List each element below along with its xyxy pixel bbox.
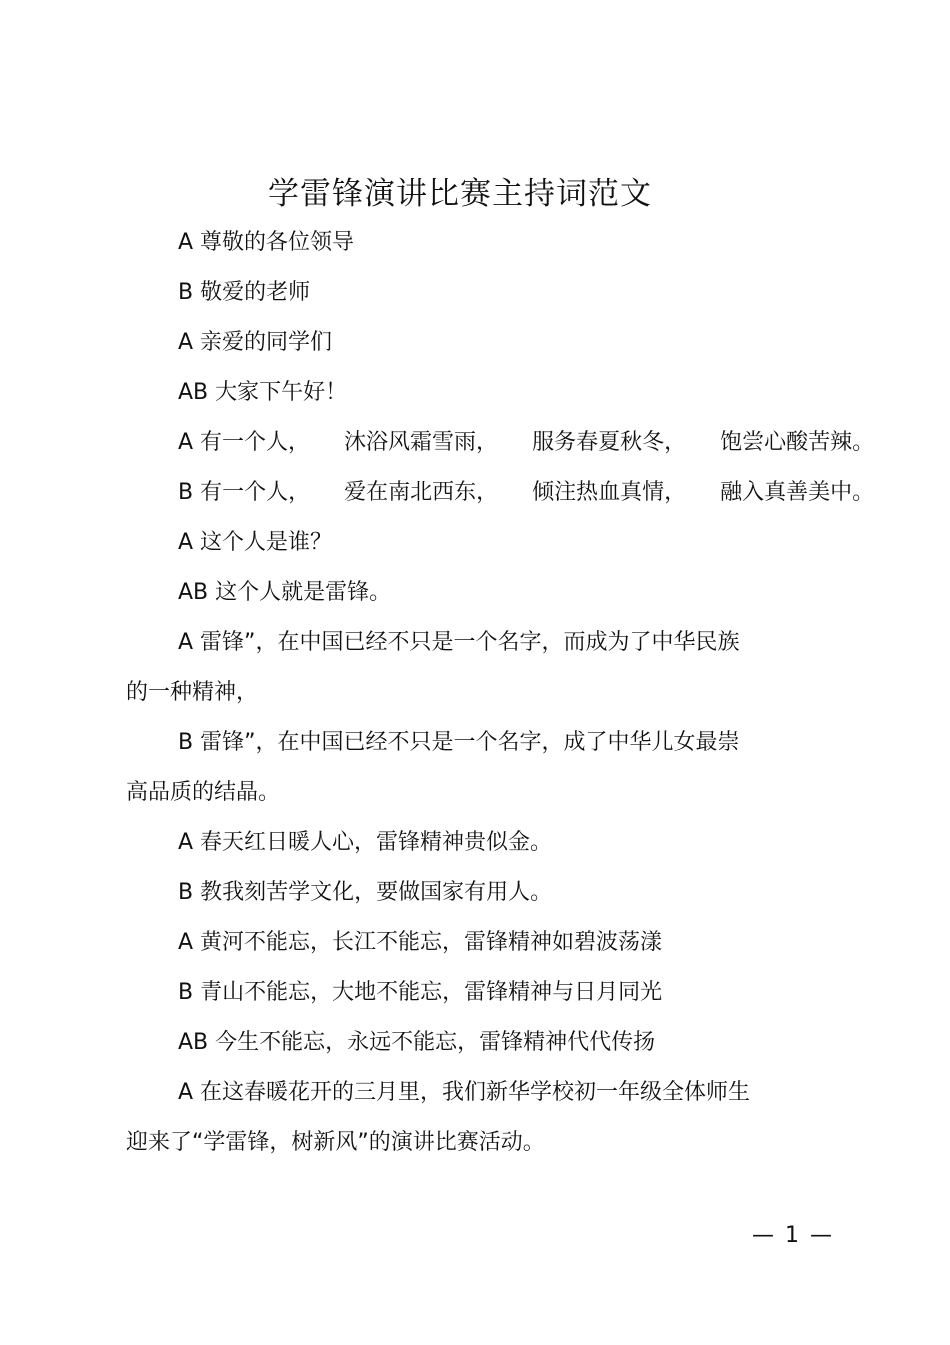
text-line: 迎来了“学雷锋，树新风”的演讲比赛活动。 xyxy=(126,1130,545,1155)
text-line: A 黄河不能忘，长江不能忘，雷锋精神如碧波荡漾 xyxy=(178,930,663,955)
text-line: B 青山不能忘，大地不能忘，雷锋精神与日月同光 xyxy=(178,980,663,1005)
text-line-group xyxy=(178,427,874,459)
text-line: AB 大家下午好！ xyxy=(178,380,348,405)
text-segment: 服务春夏秋冬， xyxy=(532,430,687,455)
text-line: A 亲爱的同学们 xyxy=(178,330,333,355)
text-segment: 倾注热血真情， xyxy=(532,480,687,505)
text-segment: 沐浴风霜雪雨， xyxy=(344,430,499,455)
text-line-group xyxy=(178,477,874,509)
text-line: AB 这个人就是雷锋。 xyxy=(178,580,392,605)
text-line: B 雷锋”，在中国已经不只是一个名字，成了中华儿女最崇 xyxy=(178,730,740,755)
text-segment: 融入真善美中。 xyxy=(720,480,875,505)
text-line: A 尊敬的各位领导 xyxy=(178,230,355,255)
text-line: A 在这春暖花开的三月里，我们新华学校初一年级全体师生 xyxy=(178,1080,751,1105)
text-line: AB 今生不能忘，永远不能忘，雷锋精神代代传扬 xyxy=(178,1030,656,1055)
text-line: 高品质的结晶。 xyxy=(126,780,281,805)
text-line: A 春天红日暖人心，雷锋精神贵似金。 xyxy=(178,830,553,855)
text-line: B 教我刻苦学文化，要做国家有用人。 xyxy=(178,880,553,905)
document-title: 学雷锋演讲比赛主持词范文 xyxy=(268,176,652,212)
text-line: 的一种精神， xyxy=(126,680,259,705)
text-line: B 敬爱的老师 xyxy=(178,280,311,305)
text-segment: B 有一个人， xyxy=(178,480,311,505)
text-line: A 雷锋”，在中国已经不只是一个名字，而成为了中华民族 xyxy=(178,630,740,655)
page-number: — 1 — xyxy=(752,1223,834,1248)
text-segment: 饱尝心酸苦辣。 xyxy=(720,430,875,455)
text-line: A 这个人是谁？ xyxy=(178,530,333,555)
text-segment: A 有一个人， xyxy=(178,430,311,455)
text-segment: 爱在南北西东， xyxy=(344,480,499,505)
